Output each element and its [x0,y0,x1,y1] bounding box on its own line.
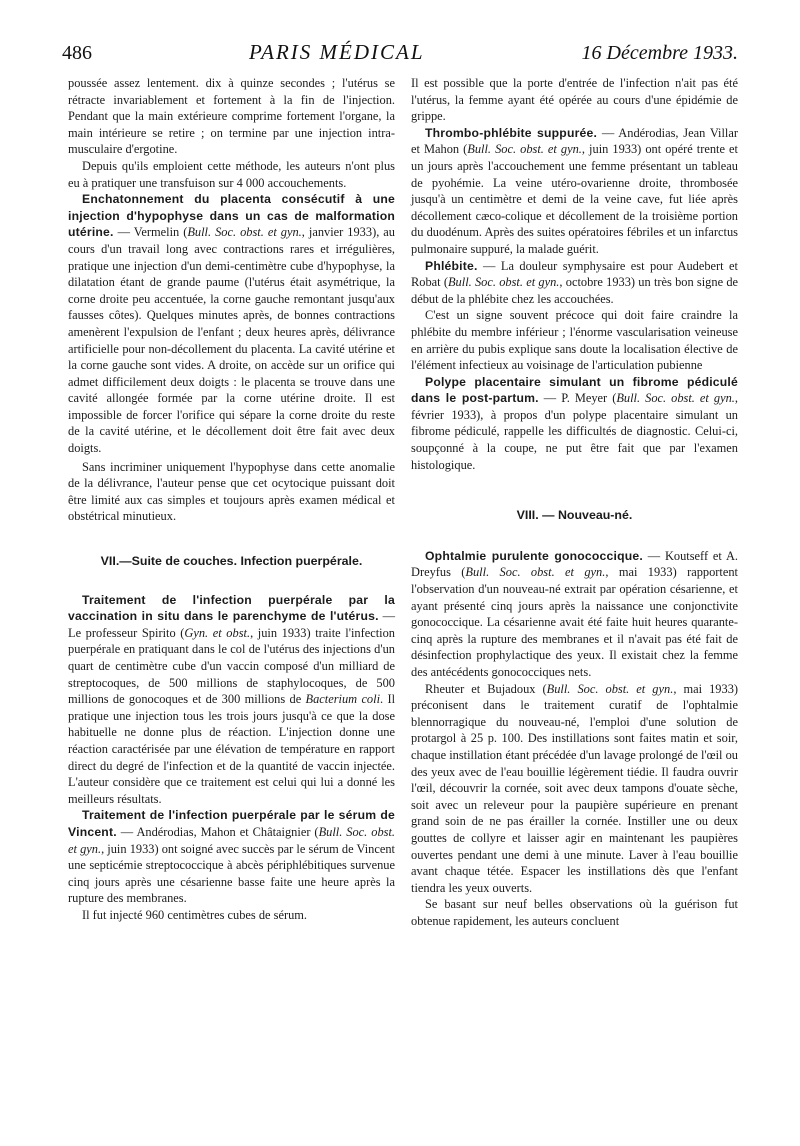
right-column [411,75,738,930]
paragraph: Il est possible que la porte d'entrée de l'infection n'ait pas été l'utérus, la femme ayant été opérée au cours d'une épidémie de grippe. [411,76,738,124]
paragraph: Ophtalmie purulente gonococcique. — Koutseff et A. Dreyfus (Bull. Soc. obst. et gyn., mai 1933) rapportent l'observation d'un nouveau-né extrait par opération césarienne, et ayant présenté cinq jours après la naissance une conjonctivite gonococcique. La césarienne avait été faite huit heures quarante-cinq après la rupture des membranes et il n'avait pas été fait de désinfection prophylactique des yeux. Il existait chez la femme des antécédents gonococciques nets. [411,548,739,679]
citation: Gyn. et obst. [184,625,251,640]
spacer [411,473,738,479]
citation: Bull. Soc. obst. et gyn. [68,824,396,856]
citation: Bull. Soc. obst. et gyn. [447,275,560,290]
issue-date: 16 Décembre 1933. [581,42,738,64]
paragraph: poussée assez lentement. dix à quinze secondes ; l'utérus se rétracte invariablement et fortement à la fin de l'injection. Pendant que la main extérieure comprime fortement l'organe, la main intérieure se retire ; on termine par une injection intra-musculaire d'ergotine. [68,76,395,157]
article-lead: Polype placentaire simulant un fibrome pédiculé dans le post-partum. [411,374,738,406]
paragraph: Se basant sur neuf belles observations où la guérison fut obtenue rapidement, les auteurs concluent [411,897,738,928]
paragraph: Il fut injecté 960 centimètres cubes de sérum. [82,907,308,922]
section-heading: VIII. — Nouveau-né. [516,508,633,523]
citation: Bull. Soc. obst. et gyn. [467,142,582,157]
paragraph: Traitement de l'infection puerpérale par la vaccination in situ dans le parenchyme de l'utérus. — Le professeur Spirito (Gyn. et obst., juin 1933) traite l'infection puerpérale en pratiquant dans le col de l'utérus des injections d'un quart de centimètre cube d'un vaccin composé d'un milliard de streptocoques, de 500 millions de staphylocoques, de 500 millions de gonocoques et de 300 millions de Bacterium coli. Il pratique une injection tous les trois jours jusqu'à ce que la dose habituelle ne donne plus de réaction. L'injection donne une réaction caractérisée par une élévation de température en rapport direct du degré de l'infection et de la quantité de vaccin injectée. L'auteur considère que ce traitement est celui qui lui a donné les meilleurs résultats. [68,592,396,806]
citation: Bull. Soc. obst. et gyn. [187,225,302,240]
section-heading: VII.—Suite de couches. Infection puerpérale. [100,554,363,569]
paragraph: Phlébite. — La douleur symphysaire est pour Audebert et Robat (Bull. Soc. obst. et gyn., octobre 1933) un très bon signe de début de la phlébite chez les accouchées. [411,258,739,306]
article-lead: Enchatonnement du placenta consécutif à une injection d'hypophyse dans un cas de malformation utérine. [68,192,395,240]
left-column [68,75,395,924]
bacterium-name: Bacterium coli [305,692,381,707]
journal-title: PARIS MÉDICAL [249,40,425,64]
article-lead: Ophtalmie purulente gonococcique. [425,548,643,563]
paragraph: Rheuter et Bujadoux (Bull. Soc. obst. et gyn., mai 1933) préconisent dans le traitement curatif de l'ophtalmie blennorragique du nouveau-né, l'emploi d'une solution de protargol à 25 p. 100. Des instillations sont faites matin et soir, chaque instillation étant précédée d'un lavage prolongé de l'œil ou des yeux avec de l'eau bouillie légèrement tiédie. Il faudra ouvrir l'œil, découvrir la cornée, soit avec deux tampons d'ouate sèche, soit avec un releveur pour la paupière supérieure en prenant grand soin de ne pas érailler la cornée. Instiller une ou deux gouttes de collyre et laisser agir en maintenant les paupières ouvertes pendant une demi à une minute. Laver à l'eau bouillie avant chaque tétée. Espacer les instillations dès que l'enfant tiendra les yeux ouverts. [411,681,739,895]
running-header [62,40,738,70]
paragraph: Enchatonnement du placenta consécutif à une injection d'hypophyse dans un cas de malformation utérine. — Vermelin (Bull. Soc. obst. et gyn., janvier 1933), au cours d'un travail long avec contractions rares et irrégulières, pratique une injection d'un demi-centimètre cube d'hypophyse, la dilatation étant de grande paume (l'utérus était asymétrique, la corne droite peu accentuée, la corne gauche remontant jusqu'aux fausses côtes). Quelques minutes après, de bonnes contractions amenèrent l'expulsion de l'enfant ; deux heures après, délivrance artificielle pour non-décollement du placenta. La cavité utérine et la corne gauche sont vides. A droite, on accède sur un orifice qui admet difficilement deux doigts : le placenta se trouve dans une cavité allongée formée par la corne utérine droite. Il est impossible de forcer l'orifice qui sépare la corne droite du reste de la cavité utérine, et le décollement doit être fait avec deux doigts. [68,192,395,456]
paragraph: Polype placentaire simulant un fibrome pédiculé dans le post-partum. — P. Meyer (Bull. Soc. obst. et gyn., février 1933), à propos d'un polype placentaire simulant un fibrome pédiculé, rappelle les difficultés de diagnostic. Celui-ci, soupçonné à la coupe, ne put être fait que par l'examen histologique. [411,374,738,472]
citation: Bull. Soc. obst. et gyn. [616,391,735,406]
article-lead: Traitement de l'infection puerpérale par la vaccination in situ dans le parenchyme de l'utérus. [68,592,395,624]
paragraph: Traitement de l'infection puerpérale par le sérum de Vincent. — Andérodias, Mahon et Châtaignier (Bull. Soc. obst. et gyn., juin 1933) ont soigné avec succès par le sérum de Vincent une septicémie streptococcique à abcès périphlébitiques survenue cinq jours après une césarienne basse faite une heure après la rupture des membranes. [68,808,396,906]
page-number: 486 [62,42,92,64]
article-lead: Phlébite. [425,258,478,273]
paragraph: Thrombo-phlébite suppurée. — Andérodias, Jean Villar et Mahon (Bull. Soc. obst. et gyn., juin 1933) ont opéré trente et un jours après l'accouchement une femme présentant un tableau de pyohémie. La veine utéro-ovarienne droite, thrombosée jusqu'à un centimètre et demi de la veine cave, fut liée après décollement cæco-colique et décollement de la troisième portion du duodénum. Après des suites opératoires fébriles et un infarctus pulmonaire suppuré, la malade guérit. [411,125,738,256]
paragraph: Sans incriminer uniquement l'hypophyse dans cette anomalie de la délivrance, l'auteur pense que cet ocytocique puissant doit être limité aux cas simples et toujours après examen médical et obstétrical minutieux. [68,459,395,524]
citation: Bull. Soc. obst. et gyn. [546,681,674,696]
article-lead: Thrombo-phlébite suppurée. [425,125,598,140]
paragraph: Depuis qu'ils emploient cette méthode, les auteurs n'ont plus eu à pratiquer une transfuison sur 4 000 accouchements. [68,158,395,190]
article-lead: Traitement de l'infection puerpérale par le sérum de Vincent. [68,808,395,839]
citation: Bull. Soc. obst. et gyn. [465,565,606,580]
paragraph: C'est un signe souvent précoce qui doit faire craindre la phlébite du membre inférieur ; l'énorme vascularisation veineuse en arrière du pubis explique sans doute la localisation élective de l'élément infectieux au voisinage de l'articulation pubienne [411,308,738,373]
